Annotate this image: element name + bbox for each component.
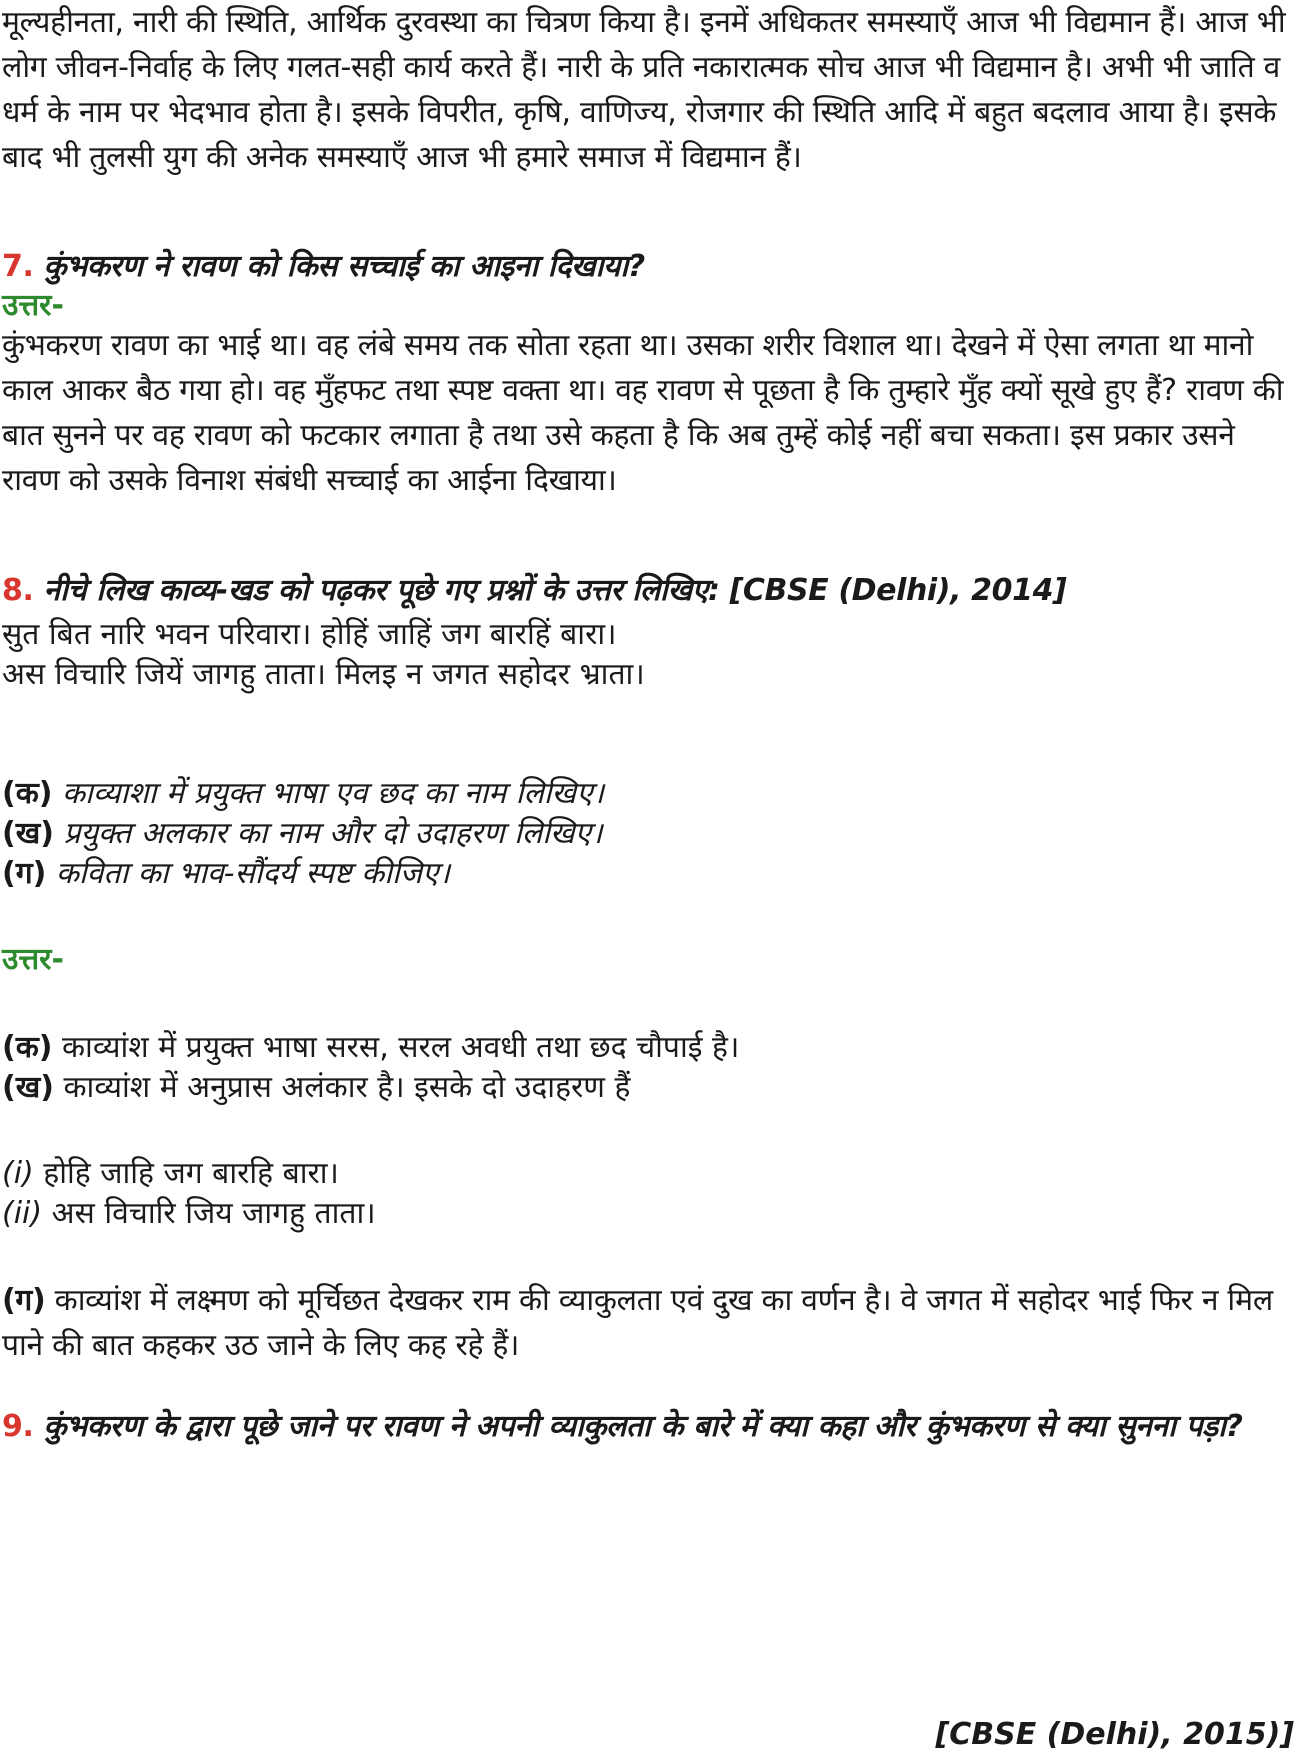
- answer-kha-marker: (ख): [2, 1070, 54, 1105]
- answer-7-text: कुंभकरण रावण का भाई था। वह लंबे समय तक सोता रहता था। उसका शरीर विशाल था। देखने में ऐसा लगता था मानो काल आकर बैठ गया हो। वह मुँहफट तथा स्पष्ट वक्ता था। वह रावण से पूछता है कि तुम्हारे मुँह क्यों सूखे हुए हैं? रावण की बात सुनने पर वह रावण को फटकार लगाता है तथा उसे कहता है कि अब तुम्हें कोई नहीं बचा सकता। इस प्रकार उसने रावण को उसके विनाश संबंधी सच्चाई का आईना दिखाया।: [2, 328, 1284, 498]
- question-7-number: 7.: [2, 249, 34, 284]
- question-9: [2, 1404, 1298, 1449]
- question-7: [2, 244, 1298, 289]
- intro-paragraph: मूल्यहीनता, नारी की स्थिति, आर्थिक दुरवस्था का चित्रण किया है। इनमें अधिकतर समस्याएँ आज भी विद्यमान हैं। आज भी लोग जीवन-निर्वाह के लिए गलत-सही कार्य करते हैं। नारी के प्रति नकारात्मक सोच आज भी विद्यमान है। अभी भी जाति व धर्म के नाम पर भेदभाव होता है। इसके विपरीत, कृषि, वाणिज्य, रोजगार की स्थिति आदि में बहुत बदलाव आया है। इसके बाद भी तुलसी युग की अनेक समस्याएँ आज भी हमारे समाज में विद्यमान हैं।: [2, 5, 1286, 175]
- question-9-number: 9.: [2, 1409, 34, 1444]
- answer-ka-marker: (क): [2, 1030, 53, 1065]
- answer-kha: [2, 1066, 630, 1110]
- sub-question-ga-marker: (ग): [2, 856, 47, 891]
- example-i: [2, 1152, 339, 1196]
- sub-question-kha: [2, 812, 603, 856]
- example-ii-text: अस विचारि जिय जागहु ताता।: [51, 1196, 376, 1231]
- answer-kha-text: काव्यांश में अनुप्रास अलंकार है। इसके दो उदाहरण हैं: [63, 1070, 631, 1105]
- answer-ka-text: काव्यांश में प्रयुक्त भाषा सरस, सरल अवधी तथा छद चौपाई है।: [62, 1030, 740, 1065]
- question-8: [2, 568, 1298, 613]
- example-ii: [2, 1192, 376, 1236]
- verse-line-1: सुत बित नारि भवन परिवारा। होहिं जाहिं जग बारहिं बारा।: [2, 617, 617, 652]
- answer-ga: [2, 1278, 1298, 1368]
- answer-ga-text: काव्यांश में लक्ष्मण को मूर्चिछत देखकर राम की व्याकुलता एवं दुख का वर्णन है। वे जगत में सहोदर भाई फिर न मिल पाने की बात कहकर उठ जाने के लिए कह रहे हैं।: [2, 1283, 1273, 1363]
- question-9-source: [CBSE (Delhi), 2015)]: [935, 1717, 1294, 1752]
- sub-question-ka: [2, 772, 604, 816]
- question-7-text: कुंभकरण ने रावण को किस सच्चाई का आइना दिखाया?: [43, 249, 645, 284]
- sub-question-ga-text: कविता का भाव-सौंदर्य स्पष्ट कीजिए।: [55, 856, 450, 891]
- answer-8-label: उत्तर-: [2, 942, 64, 977]
- question-8-number: 8.: [2, 573, 34, 608]
- sub-question-ga: [2, 852, 450, 896]
- sub-question-kha-text: प्रयुक्त अलकार का नाम और दो उदाहरण लिखिए।: [63, 816, 603, 851]
- example-ii-marker: (ii): [2, 1196, 43, 1231]
- sub-question-kha-marker: (ख): [2, 816, 54, 851]
- verse-line-2: अस विचारि जियें जागहु ताता। मिलइ न जगत सहोदर भ्राता।: [2, 657, 645, 692]
- question-9-text: कुंभकरण के द्वारा पूछे जाने पर रावण ने अपनी व्याकुलता के बारे में क्या कहा और कुंभकरण से क्या सुनना पड़ा?: [43, 1409, 1243, 1444]
- answer-7-label: उत्तर-: [2, 288, 64, 323]
- example-i-text: होहि जाहि जग बारहि बारा।: [43, 1156, 339, 1191]
- sub-question-ka-marker: (क): [2, 776, 53, 811]
- answer-ka: [2, 1026, 739, 1070]
- question-8-text: नीचे लिख काव्य-खड को पढ़कर पूछे गए प्रश्नों के उत्तर लिखिए: [CBSE (Delhi), 2014]: [43, 573, 1067, 608]
- answer-ga-marker: (ग): [2, 1283, 46, 1318]
- example-i-marker: (i): [2, 1156, 34, 1191]
- sub-question-ka-text: काव्याशा में प्रयुक्त भाषा एव छद का नाम लिखिए।: [62, 776, 605, 811]
